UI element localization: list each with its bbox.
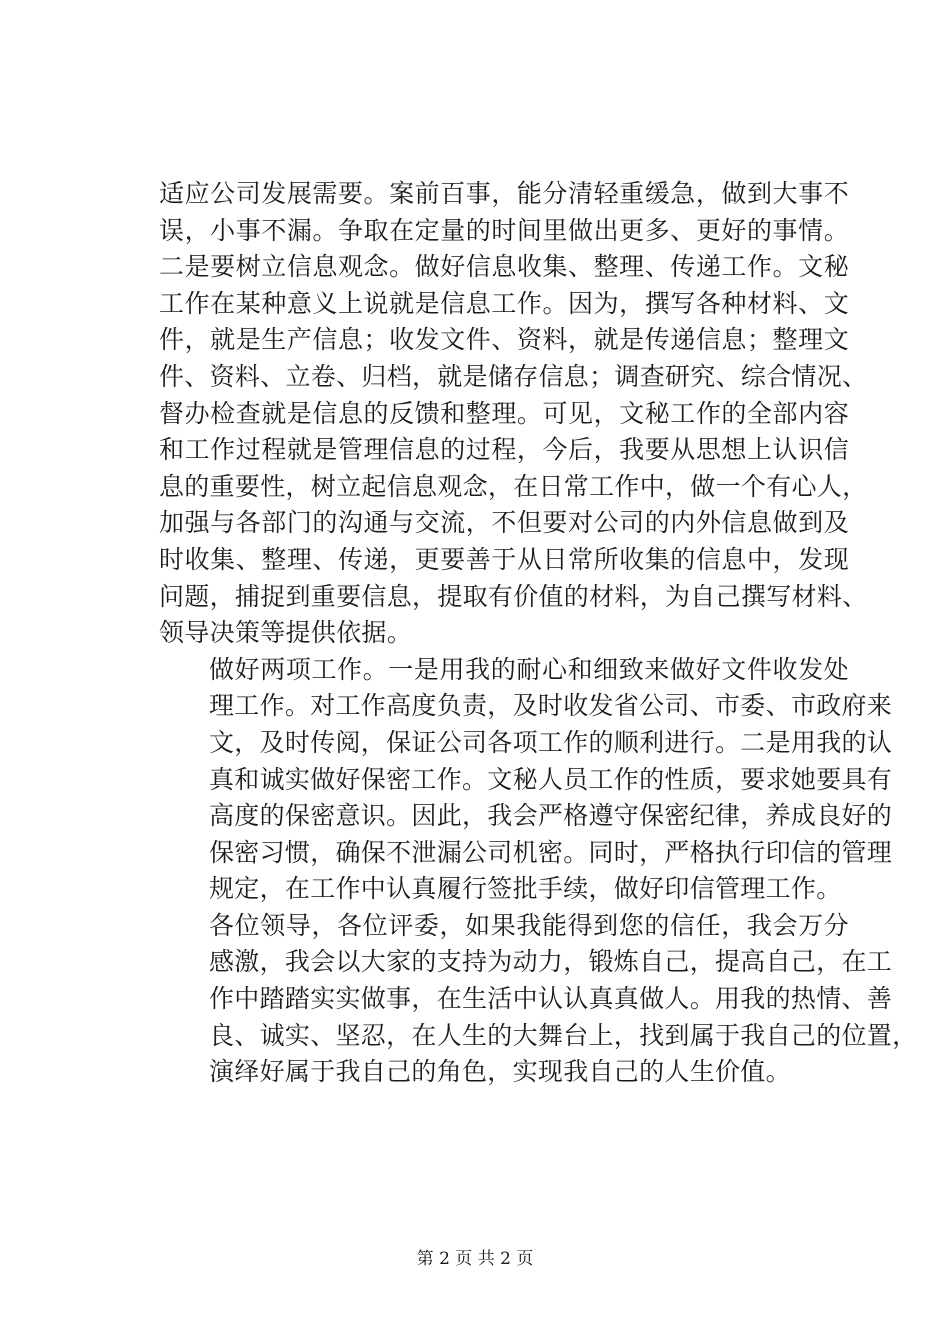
text-line: 作中踏踏实实做事，在生活中认认真真做人。用我的热情、善 [209,984,893,1014]
text-line: 良、诚实、坚忍，在人生的大舞台上，找到属于我自己的位置， [209,1020,918,1050]
text-line: 领导决策等提供依据。 [159,618,413,648]
text-line: 理工作。对工作高度负责，及时收发省公司、市委、市政府来 [209,691,893,721]
paragraph [159,176,868,652]
text-line: 高度的保密意识。因此，我会严格遵守保密纪律，养成良好的 [209,801,893,831]
text-line: 息的重要性，树立起信息观念，在日常工作中，做一个有心人， [159,471,868,501]
text-line: 做好两项工作。一是用我的耐心和细致来做好文件收发处 [209,654,849,684]
text-line: 督办检查就是信息的反馈和整理。可见，文秘工作的全部内容 [159,398,849,428]
text-line: 保密习惯，确保不泄漏公司机密。同时，严格执行印信的管理 [209,837,893,867]
text-line: 演绎好属于我自己的角色，实现我自己的人生价值。 [209,1057,791,1087]
text-line: 问题，捕捉到重要信息，提取有价值的材料，为自己撰写材料、 [159,581,868,611]
text-line: 工作在某种意义上说就是信息工作。因为，撰写各种材料、文 [159,288,849,318]
text-line: 适应公司发展需要。案前百事，能分清轻重缓急，做到大事不 [159,179,849,208]
text-line: 和工作过程就是管理信息的过程，今后，我要从思想上认识信 [159,435,849,465]
paragraph [159,908,918,1091]
text-line: 件，就是生产信息；收发文件、资料，就是传递信息；整理文 [159,325,849,355]
paragraph [159,652,893,908]
text-line: 加强与各部门的沟通与交流，不但要对公司的内外信息做到及 [159,508,849,538]
text-line: 误，小事不漏。争取在定量的时间里做出更多、更好的事情。 [159,215,849,245]
text-line: 感激，我会以大家的支持为动力，锻炼自己，提高自己，在工 [209,947,893,977]
text-line: 二是要树立信息观念。做好信息收集、整理、传递工作。文秘 [159,252,849,282]
text-line: 件、资料、立卷、归档，就是储存信息；调查研究、综合情况、 [159,361,868,391]
text-line: 时收集、整理、传递，更要善于从日常所收集的信息中，发现 [159,544,849,574]
text-line: 规定，在工作中认真履行签批手续，做好印信管理工作。 [209,874,842,904]
document-body [159,176,918,1091]
text-line: 各位领导，各位评委，如果我能得到您的信任，我会万分 [209,910,849,940]
text-line: 真和诚实做好保密工作。文秘人员工作的性质，要求她要具有 [209,764,893,794]
text-line: 文，及时传阅，保证公司各项工作的顺利进行。二是用我的认 [209,727,893,757]
page-footer: 第 2 页 共 2 页 [416,1249,534,1269]
